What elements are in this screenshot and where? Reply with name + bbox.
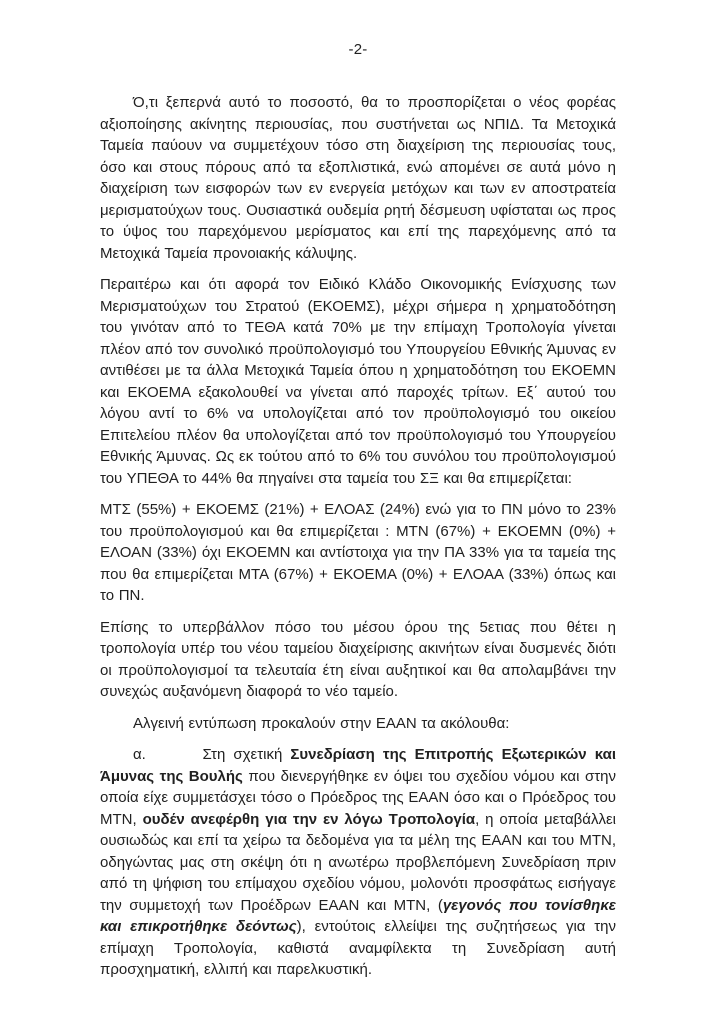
text-run: ΜΤΣ (55%) + ΕΚΟΕΜΣ (21%) + ΕΛΟΑΣ (24%) ενώ για το ΠΝ μόνο το 23% του προϋπολογισμού και θα επιμερίζεται : ΜΤΝ (67%) + ΕΚΟΕΜΝ (0%) + ΕΛΟΑΝ (33%) όχι ΕΚΟΕΜΝ και αντίστοιχα για την ΠΑ 33% για τα ταμεία της που θα επιμερίζεται ΜΤΑ (67%) + ΕΚΟΕΜΑ (0%) + ΕΛΟΑΑ (33%) όπως και το ΠΝ. bbox=[100, 501, 616, 604]
page-number: -2- bbox=[348, 41, 368, 58]
text-run: Ό,τι ξεπερνά αυτό το ποσοστό, θα το προσπορίζεται ο νέος φορέας αξιοποίησης ακίνητης περιουσίας, που συστήνεται ως ΝΠΙΔ. Τα Μετοχικά Ταμεία παύουν να συμμετέχουν τόσο στη διαχείριση της περιουσίας τους, όσο και στους πόρους από τα εξοπλιστικά, ενώ απομένει σε αυτά μόνο η διαχείριση των εισφορών των εν ενεργεία μετόχων και των εν αποστρατεία μερισματούχων τους. Ουσιαστικά ουδεμία ρητή δέσμευση υφίσταται ως προς το ύψος του παρεχόμενου μερίσματος και επί της παρεχόμενης από τα Μετοχικά Ταμεία προνοιακής κάλυψης. bbox=[100, 94, 616, 262]
document-body bbox=[100, 92, 616, 981]
text-run: Περαιτέρω και ότι αφορά τον Ειδικό Κλάδο Οικονομικής Ενίσχυσης των Μερισματούχων του Στρατού (ΕΚΟΕΜΣ), μέχρι σήμερα η χρηματοδότηση του γινόταν από το ΤΕΘΑ κατά 70% με την επίμαχη Τροπολογία γίνεται πλέον από τον συνολικό προϋπολογισμό του Υπουργείου Εθνικής Άμυνας εν αντιθέσει με τα άλλα Μετοχικά Ταμεία όπου η χρηματοδότηση του ΕΚΟΕΜΝ και ΕΚΟΕΜΑ εξακολουθεί να γίνεται από παροχές τρίτων. Εξ΄ αυτού του λόγου αντί το 6% να υπολογίζεται από τον προϋπολογισμό του οικείου Επιτελείου πλέον θα υπολογίζεται από τον προϋπολογισμό του Υπουργείου Εθνικής Άμυνας. Ως εκ τούτου από το 6% του συνόλου του προϋπολογισμού του ΥΠΕΘΑ το 44% θα πηγαίνει στα ταμεία του ΣΞ και θα επιμερίζεται: bbox=[100, 276, 616, 487]
paragraph-allocation bbox=[100, 499, 616, 607]
text-run: Συνεδρίαση της Επιτροπής Εξωτερικών και Άμυνας της Βουλής bbox=[100, 746, 616, 785]
paragraph-surplus bbox=[100, 617, 616, 703]
text-run: α. Στη σχετική bbox=[133, 746, 291, 763]
text-run: Επίσης το υπερβάλλον πόσο του μέσου όρου της 5ετιας που θέτει η τροπολογία υπέρ του νέου ταμείου διαχείρισης ακινήτων είναι δυσμενές διότι οι προϋπολογισμοί τα τελευταία έτη είναι αυξητικοί και θα απολαμβάνει την συνεχώς αυξανόμενη διαφορά το νέο ταμείο. bbox=[100, 618, 616, 700]
text-run: ουδέν ανεφέρθη για την εν λόγω Τροπολογία bbox=[142, 810, 476, 828]
paragraph-item-alpha bbox=[100, 744, 616, 981]
paragraph-ekoems bbox=[100, 274, 616, 489]
text-run: που διενεργήθηκε εν όψει του σχεδίου νόμου και στην οποία είχε συμμετάσχει τόσο ο Πρόεδρος της ΕΑΑΝ όσο και ο Πρόεδρος του ΜΤΝ, bbox=[100, 767, 616, 828]
paragraph-impression bbox=[100, 713, 616, 735]
text-run: , η οποία μεταβάλλει ουσιωδώς και επί τα χείρω τα δεδομένα για τα μέλη της ΕΑΑΝ και του ΜΤΝ, οδηγώντας μας στη σκέψη ότι η ανωτέρω προβλεπόμενη Συνεδρίαση πριν από τη ψήφιση του επίμαχου σχεδίου νόμου, μολονότι προσφάτως εισήγαγε την συμμετοχή των Προέδρων ΕΑΑΝ και ΜΤΝ, ( bbox=[100, 810, 616, 914]
paragraph-intro bbox=[100, 92, 616, 264]
text-run: Αλγεινή εντύπωση προκαλούν στην ΕΑΑΝ τα ακόλουθα: bbox=[133, 714, 510, 732]
text-run: ), εντούτοις ελλείψει της συζητήσεως για την επίμαχη Τροπολογία, καθιστά αναμφίλεκτα τη Συνεδρίαση αυτή προσχηματική, ελλιπή και παρελκυστική. bbox=[100, 918, 617, 978]
text-run: γεγονός που τονίσθηκε και επικροτήθηκε δεόντως bbox=[100, 896, 616, 935]
